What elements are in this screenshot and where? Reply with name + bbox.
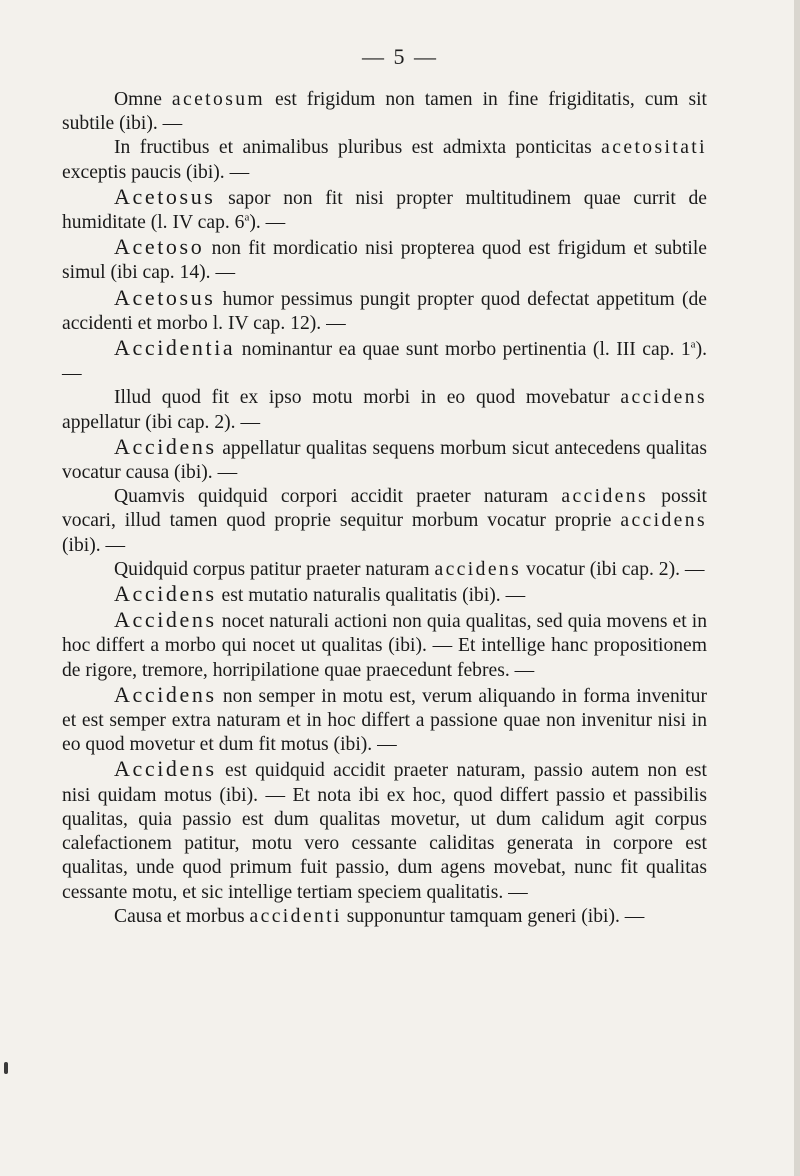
ink-speck: [4, 1062, 8, 1074]
keyword: Accidens: [114, 681, 217, 707]
paragraph: Accidens appellatur qualitas sequens morbum sicut antecedens qualitas vocatur causa (ibi). —: [62, 433, 707, 484]
paragraph: Illud quod fit ex ipso motu morbi in eo quod movebatur accidens appellatur (ibi cap. 2). —: [62, 387, 707, 433]
keyword: accidens: [434, 558, 522, 580]
paragraph: Causa et morbus accidenti supponuntur tamquam generi (ibi). —: [114, 905, 645, 927]
keyword: Accidens: [114, 607, 217, 633]
paragraph: Accidens nocet naturali actioni non quia qualitas, sed quia movens et in hoc differt a morbo qui nocet ut qualitas (ibi). — Et intellige hanc propositionem de rigore, tremore, horripilatione quae praecedunt febres. —: [62, 607, 707, 681]
keyword: accidens: [620, 387, 707, 409]
keyword: Accidens: [114, 756, 217, 782]
keyword: Accidentia: [114, 335, 236, 361]
paragraph: Accidentia nominantur ea quae sunt morbo pertinentia (l. III cap. 1$^a$). —: [62, 335, 707, 385]
keyword: accidens: [620, 510, 707, 532]
paragraph: Quidquid corpus patitur praeter naturam accidens vocatur (ibi cap. 2). —: [114, 558, 705, 580]
keyword: Acetoso: [114, 234, 205, 260]
page-number: — 5 —: [362, 44, 438, 69]
paragraph: Acetosus sapor non fit nisi propter multitudinem quae currit de humiditate (l. IV cap. 6$^a$). —: [62, 183, 707, 234]
paragraph: Quamvis quidquid corpori accidit praeter naturam accidens possit vocari, illud tamen quod proprie sequitur morbum vocatur proprie accidens (ibi). —: [62, 486, 707, 556]
keyword: Acetosus: [114, 284, 216, 310]
paragraph: In fructibus et animalibus pluribus est admixta ponticitas acetositati exceptis paucis (ibi). —: [62, 137, 707, 183]
keyword: acetositati: [601, 137, 707, 159]
paragraph: Omne acetosum est frigidum non tamen in fine frigiditatis, cum sit subtile (ibi). —: [62, 89, 707, 135]
paragraph: Accidens non semper in motu est, verum aliquando in forma invenitur et est semper extra naturam et in hoc differt a passione quae non invenitur nisi in eo quod movetur et dum fit motus (ibi). —: [62, 681, 707, 756]
paragraph: Accidens est mutatio naturalis qualitatis (ibi). —: [114, 581, 526, 607]
paragraph: Acetoso non fit mordicatio nisi propterea quod est frigidum et subtile simul (ibi cap. 14). —: [62, 234, 707, 284]
paragraph: Accidens est quidquid accidit praeter naturam, passio autem non est nisi quidam motus (ibi). — Et nota ibi ex hoc, quod differt passio et passibilis qualitas, quia passio est dum qualitas movetur, ut dum calidum agit corpus calefactionem patitur, motu vero cessante caliditas generata in corpore est qualitas, unde quod primum fuit passio, dum agens movebat, nunc fit qualitas cessante motu, et sic intellige tertiam speciem qualitatis. —: [62, 756, 707, 903]
keyword: Accidens: [114, 581, 217, 607]
scan-edge: [794, 0, 800, 1176]
keyword: Accidens: [114, 433, 217, 459]
paragraph: Acetosus humor pessimus pungit propter quod defectat appetitum (de accidenti et morbo l. IV cap. 12). —: [62, 284, 707, 334]
keyword: Acetosus: [114, 183, 216, 209]
keyword: accidens: [561, 486, 648, 508]
keyword: accidenti: [249, 905, 342, 927]
keyword: acetosum: [171, 89, 266, 110]
body-text: [62, 88, 707, 929]
